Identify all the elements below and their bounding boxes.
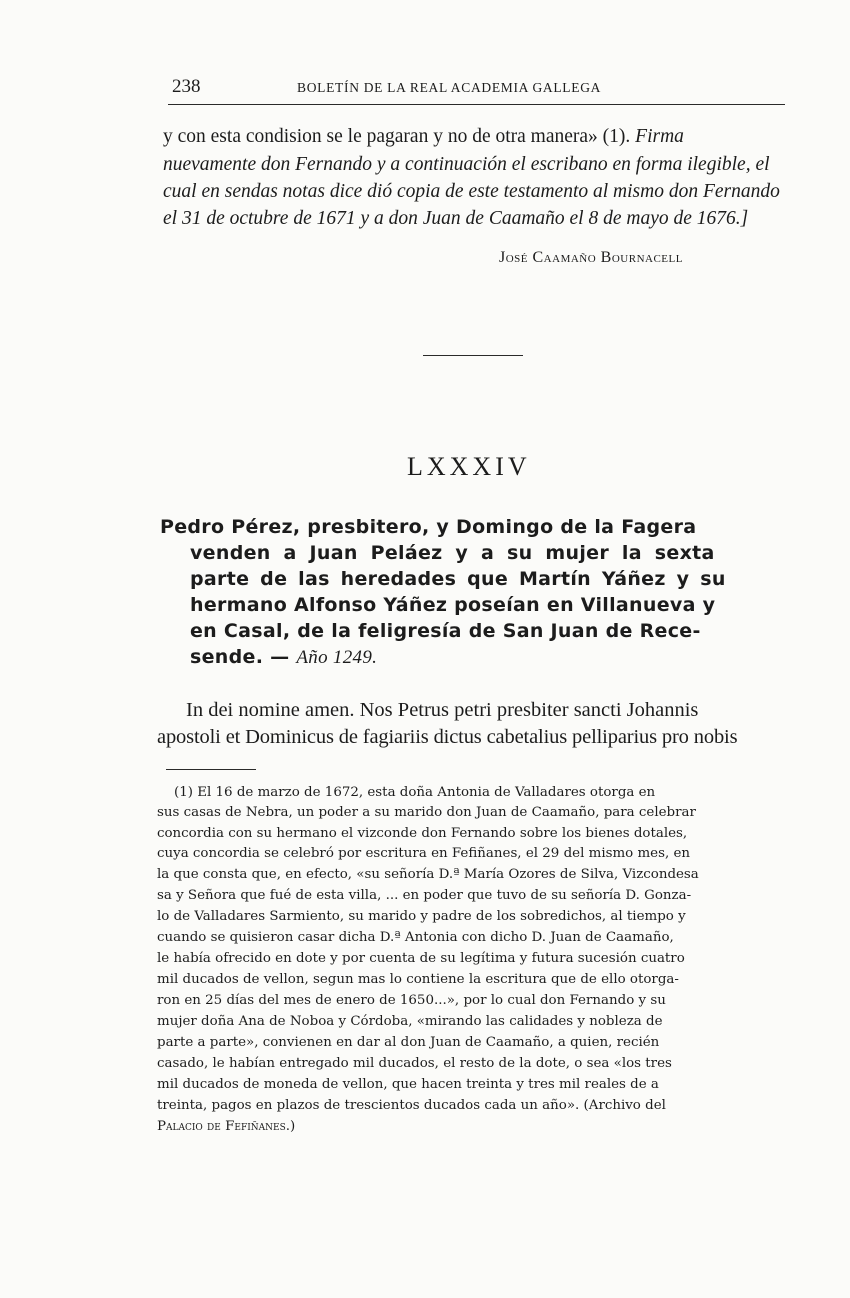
footnote-line-10: mil ducados de vellon, segun mas lo contiene la escritura que de ello otorga- xyxy=(157,972,679,987)
footnote-line-9: le había ofrecido en dote y por cuenta de su legítima y futura sucesión cuatro xyxy=(157,951,685,966)
title-line-3: parte de las heredades que Martín Yáñez y su xyxy=(190,568,726,590)
footnote-line-12: mujer doña Ana de Noboa y Córdoba, «mirando las calidades y nobleza de xyxy=(157,1014,663,1029)
title-last: sende. — xyxy=(190,646,290,668)
running-head: BOLETÍN DE LA REAL ACADEMIA GALLEGA xyxy=(297,80,602,95)
intro-line-2: nuevamente don Fernando y a continuación el escribano en forma ilegible, el xyxy=(163,154,770,175)
intro-line-1-roman: y con esta condision se le pagaran y no de otra manera» (1). xyxy=(163,126,631,147)
intro-line-1-italic: Firma xyxy=(635,126,684,147)
title-line-6 xyxy=(190,646,377,669)
intro-line-4: el 31 de octubre de 1671 y a don Juan de Caamaño el 8 de mayo de 1676.] xyxy=(163,208,749,229)
footnote-line-15: mil ducados de moneda de vellon, que hacen treinta y tres mil reales de a xyxy=(157,1077,659,1092)
footnote-line-3: concordia con su hermano el vizconde don Fernando sobre los bienes dotales, xyxy=(157,826,688,841)
document-number: LXXXIV xyxy=(407,452,531,481)
footnote-line-4: cuya concordia se celebró por escritura en Fefiñanes, el 29 del mismo mes, en xyxy=(157,846,691,861)
title-line-1: Pedro Pérez, presbitero, y Domingo de la Fagera xyxy=(160,516,697,538)
footnote-line-14: casado, le habían entregado mil ducados, el resto de la dote, o sea «los tres xyxy=(157,1056,672,1071)
footnote-line-13: parte a parte», convienen en dar al don Juan de Caamaño, a quien, recién xyxy=(157,1035,660,1050)
footnote-line-16: treinta, pagos en plazos de trescientos ducados cada un año». (Archivo del xyxy=(157,1098,666,1113)
title-line-2: venden a Juan Peláez y a su mujer la sexta xyxy=(190,542,715,564)
footnote-line-11: ron en 25 días del mes de enero de 1650...», por lo cual don Fernando y su xyxy=(157,993,666,1008)
section-separator xyxy=(423,355,523,356)
title-line-5: en Casal, de la feligresía de San Juan de Rece- xyxy=(190,620,701,642)
footnote-line-6: sa y Señora que fué de esta villa, ... en poder que tuvo de su señoría D. Gonza- xyxy=(157,888,692,903)
footnote-line-17: Palacio de Fefiñanes.) xyxy=(157,1119,296,1134)
signature: José Caamaño Bournacell xyxy=(499,249,683,266)
footnote-line-8: cuando se quisieron casar dicha D.ª Antonia con dicho D. Juan de Caamaño, xyxy=(157,930,674,945)
footnote-line-2: sus casas de Nebra, un poder a su marido don Juan de Caamaño, para celebrar xyxy=(157,805,696,820)
footnote-line-1: (1) El 16 de marzo de 1672, esta doña Antonia de Valladares otorga en xyxy=(174,785,656,800)
footnote-line-5: la que consta que, en efecto, «su señoría D.ª María Ozores de Silva, Vizcondesa xyxy=(157,867,699,882)
page-number: 238 xyxy=(172,76,201,97)
intro-line-3: cual en sendas notas dice dió copia de este testamento al mismo don Fernando xyxy=(163,181,780,202)
header-rule xyxy=(168,104,785,105)
body-line-1: In dei nomine amen. Nos Petrus petri presbiter sancti Johannis xyxy=(186,699,699,721)
title-line-4: hermano Alfonso Yáñez poseían en Villanueva y xyxy=(190,594,716,616)
body-line-2: apostoli et Dominicus de fagiariis dictus cabetalius pelliparius pro nobis xyxy=(157,726,738,748)
footnote-line-7: lo de Valladares Sarmiento, su marido y padre de los sobredichos, al tiempo y xyxy=(157,909,686,924)
footnote-rule xyxy=(166,769,256,770)
title-year: Año 1249. xyxy=(296,647,378,668)
intro-line-1 xyxy=(163,126,787,148)
